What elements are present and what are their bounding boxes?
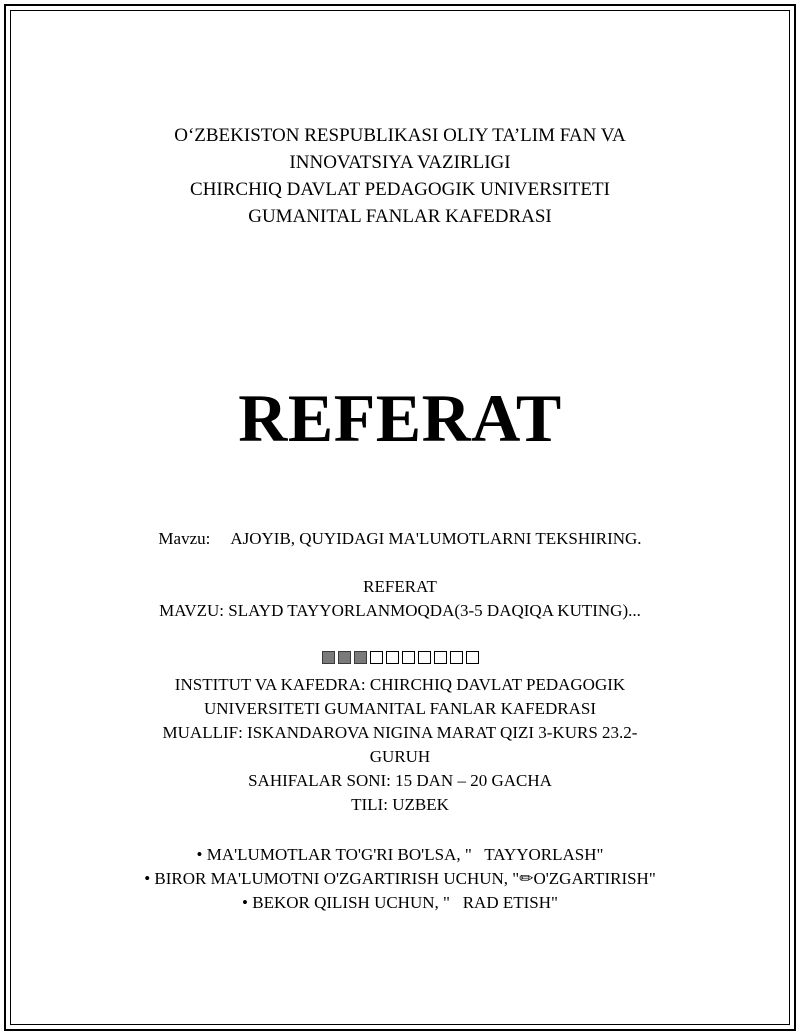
instruction-list: [0, 843, 800, 915]
department-name: GUMANITAL FANLAR KAFEDRASI: [248, 206, 552, 227]
bullet-edit: • BIROR MA'LUMOTNI O'ZGARTIRISH UCHUN, "✏O'ZGARTIRISH": [144, 869, 656, 888]
institut-line-2: UNIVERSITETI GUMANITAL FANLAR KAFEDRASI: [204, 699, 596, 718]
topic-label: Mavzu:: [158, 529, 211, 548]
university-name: CHIRCHIQ DAVLAT PEDAGOGIK UNIVERSITETI: [190, 179, 610, 200]
referat-label: REFERAT: [363, 577, 437, 596]
topic-value: AJOYIB, QUYIDAGI MA'LUMOTLARNI TEKSHIRING.: [230, 529, 642, 548]
institut-line-1: INSTITUT VA KAFEDRA: CHIRCHIQ DAVLAT PEDAGOGIK: [174, 675, 626, 694]
progress-square-empty: [370, 651, 383, 664]
muallif-line-2: GURUH: [369, 747, 431, 766]
progress-square-filled: [338, 651, 351, 664]
progress-square-empty: [450, 651, 463, 664]
progress-square-empty: [402, 651, 415, 664]
progress-square-empty: [418, 651, 431, 664]
ministry-line-2: INNOVATSIYA VAZIRLIGI: [289, 152, 511, 173]
progress-square-empty: [434, 651, 447, 664]
sahifalar-soni: SAHIFALAR SONI: 15 DAN – 20 GACHA: [248, 771, 552, 790]
institution-header: [0, 122, 800, 230]
bullet-confirm: • MA'LUMOTLAR TO'G'RI BO'LSA, " TAYYORLASH": [196, 845, 604, 864]
status-block: [0, 575, 800, 623]
muallif-line-1: MUALLIF: ISKANDAROVA NIGINA MARAT QIZI 3-KURS 23.2-: [162, 723, 638, 742]
topic-line: [0, 527, 800, 551]
document-title: REFERAT: [238, 380, 562, 456]
details-block: [0, 673, 800, 817]
mavzu-status: MAVZU: SLAYD TAYYORLANMOQDA(3-5 DAQIQA KUTING)...: [159, 601, 641, 620]
progress-square-filled: [354, 651, 367, 664]
progress-square-filled: [322, 651, 335, 664]
tili: TILI: UZBEK: [351, 795, 449, 814]
ministry-line-1: O‘ZBEKISTON RESPUBLIKASI OLIY TA’LIM FAN VA: [174, 125, 626, 146]
bullet-cancel: • BEKOR QILISH UCHUN, " RAD ETISH": [242, 893, 558, 912]
progress-square-empty: [466, 651, 479, 664]
progress-bar: [0, 649, 800, 667]
progress-square-empty: [386, 651, 399, 664]
